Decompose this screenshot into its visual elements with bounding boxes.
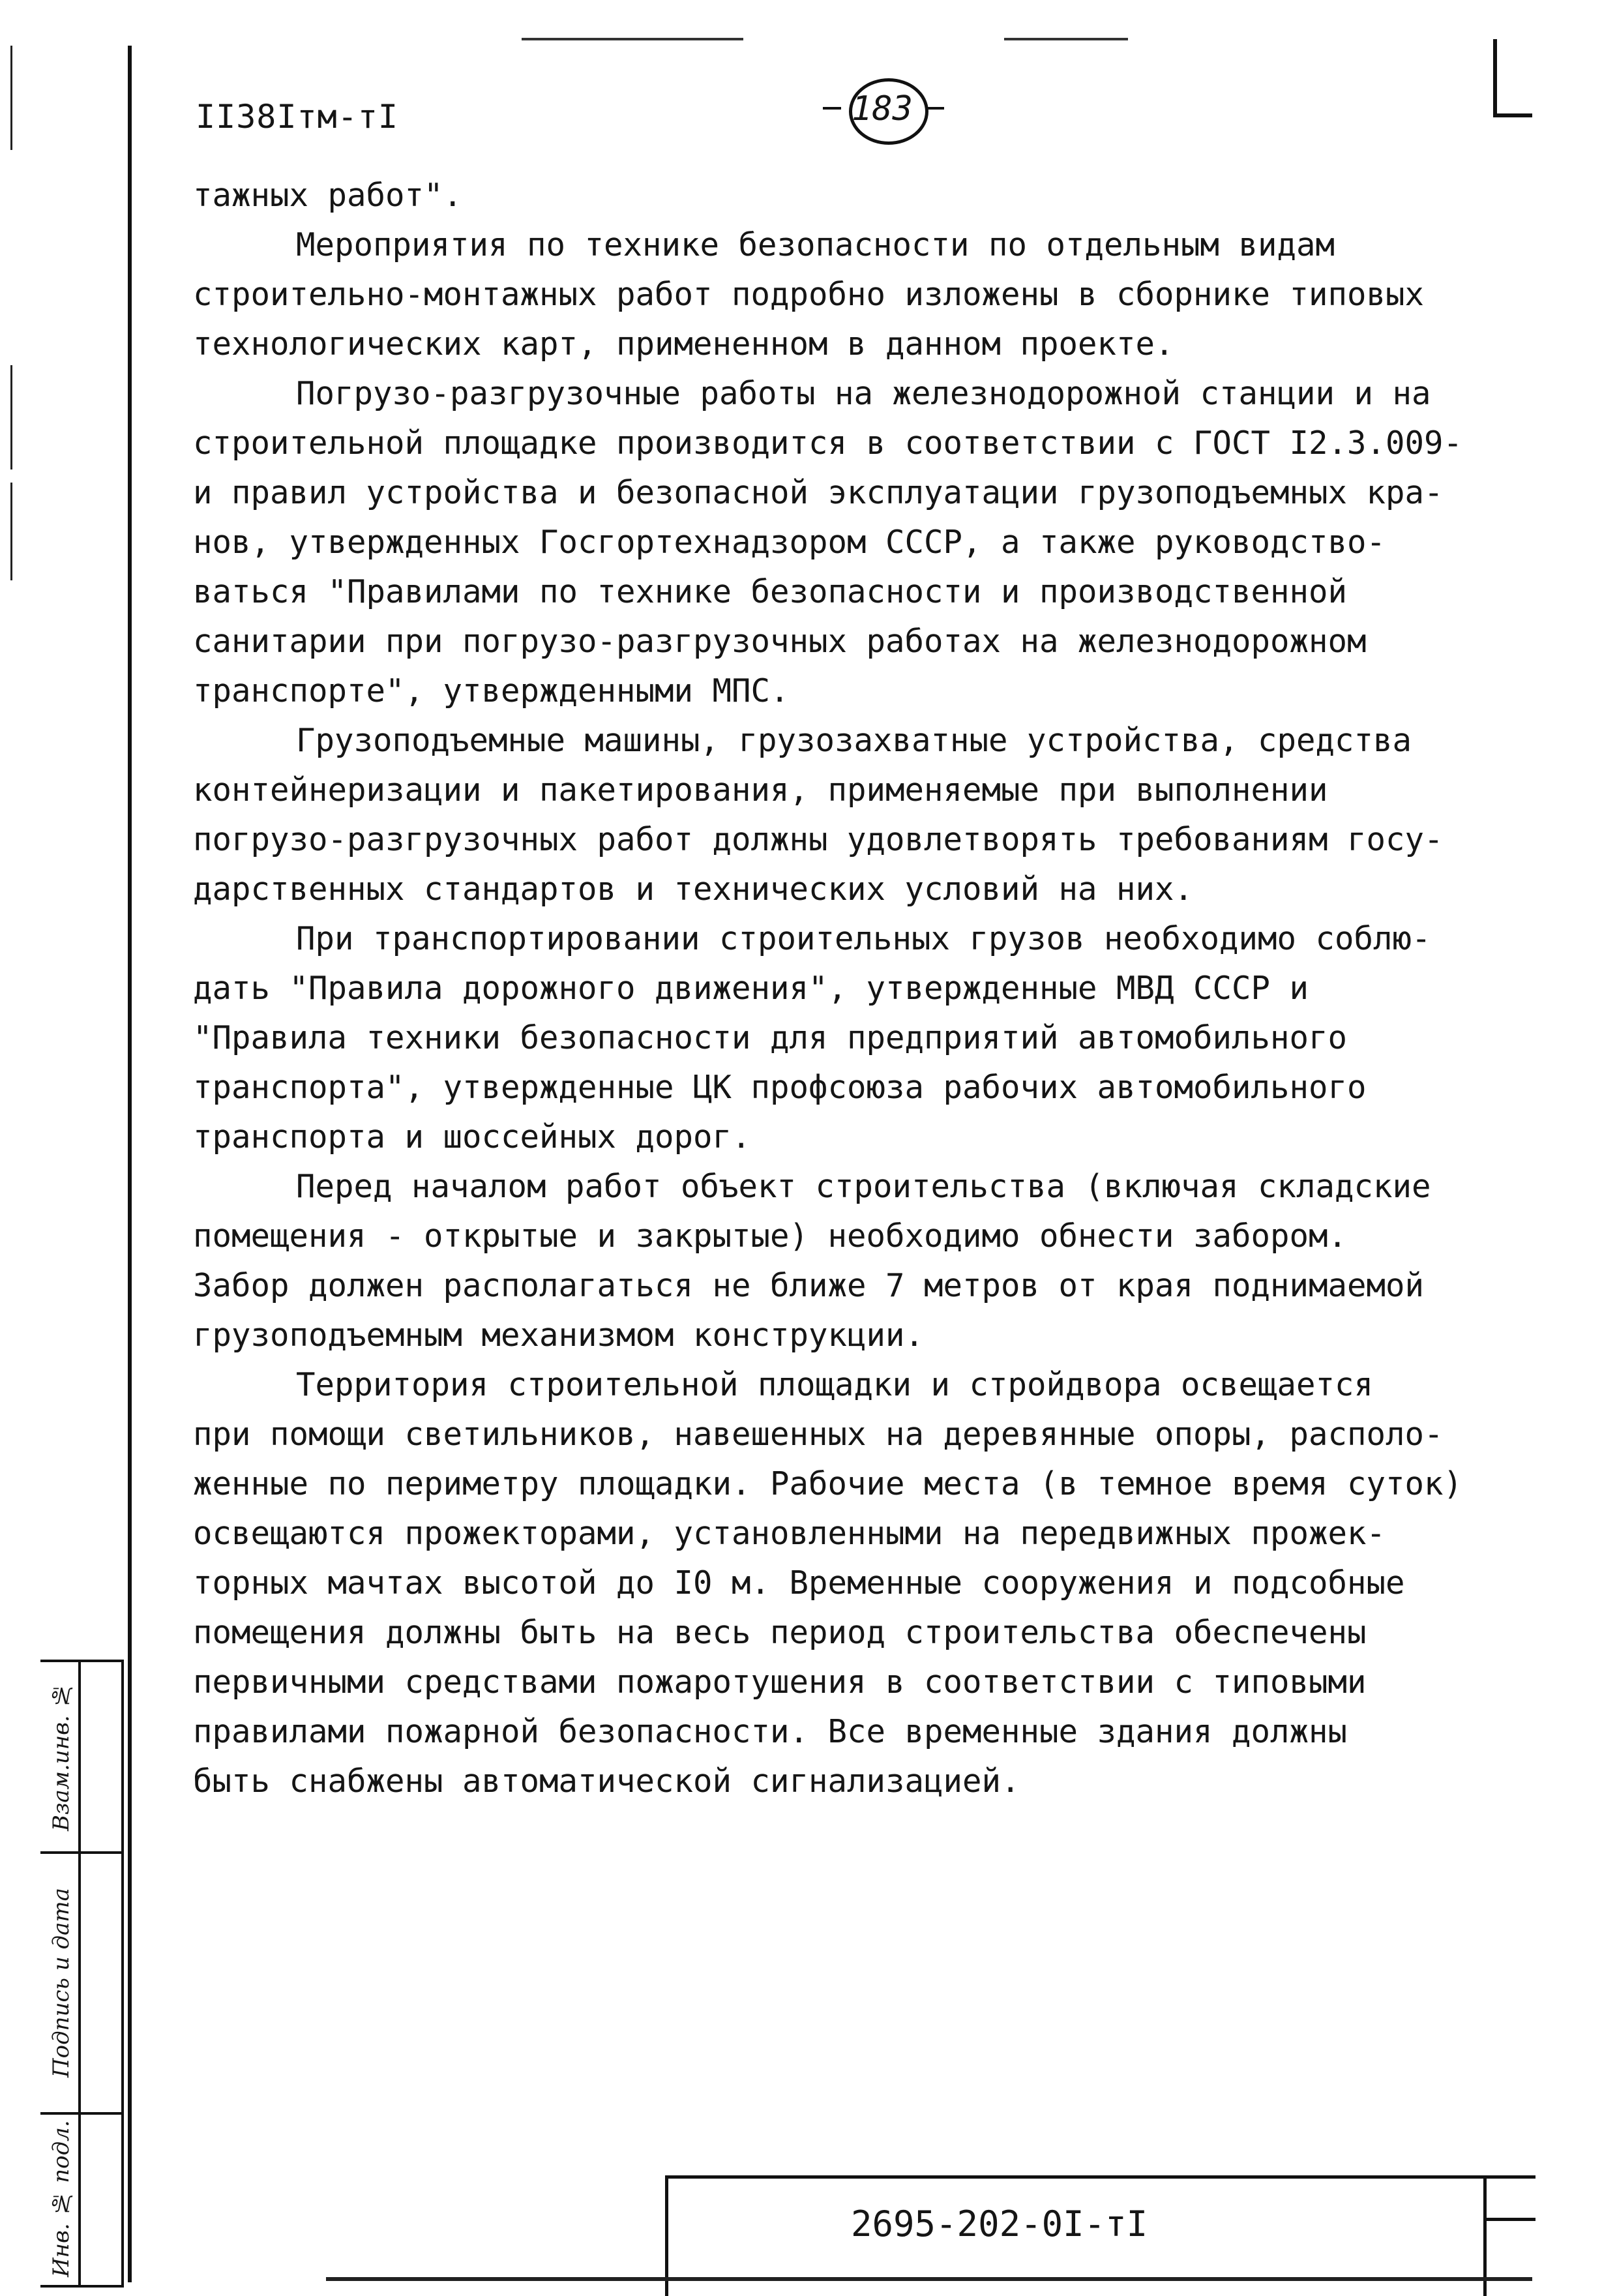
text-line: транспорте", утвержденными МПС.	[193, 672, 790, 709]
text-line: Погрузо-разгрузочные работы на железнодорожной станции и на	[296, 375, 1431, 412]
text-line: Перед началом работ объект строительства (включая складские	[296, 1168, 1431, 1205]
paragraph	[193, 914, 1523, 1162]
text-line: первичными средствами пожаротушения в соответствии с типовыми	[193, 1663, 1367, 1701]
margin-mark	[10, 483, 12, 580]
text-line: ваться "Правилами по технике безопасности и производственной	[193, 573, 1348, 610]
text-line: контейнеризации и пакетирования, применяемые при выполнении	[193, 771, 1328, 809]
text-line: помещения должны быть на весь период строительства обеспечены	[193, 1614, 1367, 1651]
text-line: правилами пожарной безопасности. Все временные здания должны	[193, 1713, 1348, 1750]
stamp-label-signature-date: Подпись и дата	[48, 1888, 74, 2078]
text-line: и правил устройства и безопасной эксплуатации грузоподъемных кра-	[193, 474, 1444, 511]
text-line: "Правила техники безопасности для предприятий автомобильного	[193, 1019, 1348, 1056]
text-line: строительной площадке производится в соответствии с ГОСТ I2.3.009-	[193, 425, 1463, 462]
page-frame-left	[128, 46, 132, 2282]
text-line: Мероприятия по технике безопасности по отдельным видам	[296, 226, 1335, 263]
text-line: быть снабжены автоматической сигнализацией.	[193, 1763, 1020, 1800]
stamp-label-original-inv: Инв. № подл.	[48, 2120, 74, 2278]
paragraph	[193, 369, 1523, 716]
text-line: тажных работ".	[193, 177, 463, 214]
page-number-dash	[823, 107, 841, 110]
text-line: при помощи светильников, навешенных на деревянные опоры, располо-	[193, 1416, 1444, 1453]
text-line: строительно-монтажных работ подробно изложены в сборнике типовых	[193, 276, 1425, 313]
paragraph	[193, 716, 1523, 914]
title-block-divider	[1483, 2218, 1535, 2221]
document-code: II38Iтм-тI	[196, 98, 399, 136]
text-line: технологических карт, примененном в данном проекте.	[193, 325, 1174, 363]
text-line: помещения - открытые и закрытые) необходимо обнести забором.	[193, 1217, 1348, 1255]
text-line: транспорта и шоссейных дорог.	[193, 1118, 751, 1155]
text-line: Территория строительной площадки и стройдвора освещается	[296, 1366, 1374, 1403]
corner-mark	[1493, 39, 1497, 117]
text-line: санитарии при погрузо-разгрузочных работах на железнодорожном	[193, 623, 1367, 660]
text-line: транспорта", утвержденные ЦК профсоюза рабочих автомобильного	[193, 1069, 1367, 1106]
text-line: дать "Правила дорожного движения", утвержденные МВД СССР и	[193, 970, 1309, 1007]
paragraph	[193, 171, 1523, 220]
top-dash	[522, 38, 743, 40]
page-number-dash	[926, 107, 944, 110]
text-line: Забор должен располагаться не ближе 7 метров от края поднимаемой	[193, 1267, 1425, 1304]
stamp-column	[40, 1660, 124, 2288]
text-line: женные по периметру площадки. Рабочие места (в темное время суток)	[193, 1465, 1463, 1502]
text-line: освещаются прожекторами, установленными на передвижных прожек-	[193, 1515, 1386, 1552]
stamp-label-replaced-inv: Взам.инв. №	[48, 1682, 74, 1832]
text-line: дарственных стандартов и технических условий на них.	[193, 871, 1194, 908]
bottom-rule	[326, 2277, 1532, 2281]
text-line: грузоподъемным механизмом конструкции.	[193, 1317, 925, 1354]
title-block-doc-number: 2695-202-0I-тI	[851, 2203, 1148, 2244]
margin-mark	[10, 46, 12, 150]
margin-mark	[10, 365, 12, 470]
text-line: При транспортировании строительных грузов необходимо соблю-	[296, 920, 1431, 957]
paragraph	[193, 1162, 1523, 1360]
corner-mark	[1493, 113, 1532, 117]
text-line: погрузо-разгрузочных работ должны удовлетворять требованиям госу-	[193, 821, 1444, 858]
paragraph	[193, 220, 1523, 369]
text-line: торных мачтах высотой до I0 м. Временные сооружения и подсобные	[193, 1564, 1405, 1602]
paragraph	[193, 1360, 1523, 1806]
page-number-value: 183	[852, 89, 913, 128]
page-number	[823, 73, 953, 145]
text-line: нов, утвержденных Госгортехнадзором СССР, а также руководство-	[193, 524, 1386, 561]
top-dash	[1004, 38, 1128, 40]
text-line: Грузоподъемные машины, грузозахватные устройства, средства	[296, 722, 1412, 759]
body-text	[193, 171, 1523, 1806]
